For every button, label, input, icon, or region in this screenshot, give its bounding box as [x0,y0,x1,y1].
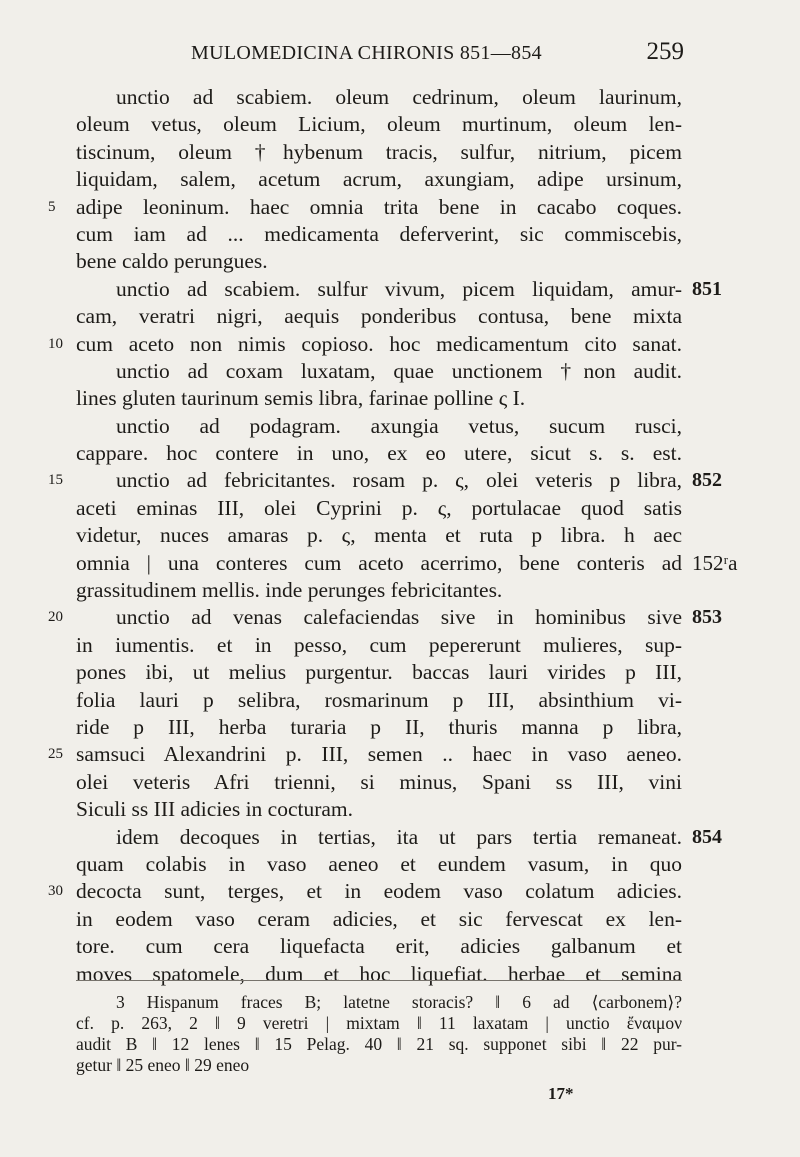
page-number: 259 [646,38,684,65]
line-text: omnia | una conteres cum aceto acerrimo, bene conteris ad [76,550,682,575]
line-number: 5 [48,198,56,215]
line-text: in eodem vaso ceram adicies, et sic fervescat ex len- [76,906,682,931]
text-line [0,769,800,796]
text-line [0,796,800,823]
line-text: unctio ad scabiem. sulfur vivum, picem liquidam, amur- [116,276,682,301]
line-text: unctio ad scabiem. oleum cedrinum, oleum laurinum, [116,85,682,109]
line-text: Siculi ss III adicies in cocturam. [76,797,354,822]
text-line [0,933,800,960]
section-number: 853 [692,606,722,629]
line-number: 20 [48,609,63,626]
text-line [0,714,800,741]
text-line [0,467,800,494]
text-line [0,741,800,768]
apparatus-criticus [0,992,800,1076]
page-header [76,38,684,68]
folio-reference: 152ʳa [692,550,738,575]
text-line [0,878,800,905]
line-number: 30 [48,883,63,900]
line-text: videtur, nuces amaras p. ς, menta et ruta p libra. h aec [76,523,682,548]
printer-signature: 17* [548,1084,574,1103]
line-text: moves spatomele, dum et hoc liquefiat. herbae et semina [76,961,682,986]
line-text: cum aceto non nimis copioso. hoc medicamentum cito sanat. [76,331,682,356]
line-text: cum iam ad ... medicamenta deferverint, sic commiscebis, [76,221,682,246]
text-line [0,413,800,440]
text-line [0,851,800,878]
text-line [0,358,800,385]
line-text: unctio ad febricitantes. rosam p. ς, olei veteris p libra, [116,468,682,493]
line-text: unctio ad coxam luxatam, quae unctionem †non audit. [116,358,682,383]
line-text: grassitudinem mellis. inde perunges febricitantes. [76,578,503,603]
footnote-line [0,1013,800,1034]
line-text: ride p III, herba turaria p II, thuris manna p libra, [76,714,682,739]
footnote-line [0,992,800,1013]
text-line [0,495,800,522]
text-line [0,194,800,221]
main-text [0,84,800,988]
footnote-text: 3 Hispanum fraces B; latetne storacis? ‖ 6 ad ⟨carbonem⟩? [116,992,682,1012]
text-line [0,824,800,851]
line-text: oleum vetus, oleum Licium, oleum murtinum, oleum len- [76,112,682,137]
text-line [0,961,800,988]
line-text: tiscinum, oleum †hybenum tracis, sulfur, nitrium, picem [76,139,682,164]
line-text: decocta sunt, terges, et in eodem vaso colatum adicies. [76,879,682,904]
text-line [0,687,800,714]
line-text: bene caldo perungues. [76,249,268,274]
text-line [0,276,800,303]
text-line [0,303,800,330]
line-text: folia lauri p selibra, rosmarinum p III, absinthium vi- [76,687,682,712]
section-number: 852 [692,469,722,492]
line-text: idem decoques in tertias, ita ut pars tertia remaneat. [116,824,682,849]
text-line [0,221,800,248]
section-number: 851 [692,277,722,300]
text-line [0,550,800,577]
text-line [0,331,800,358]
line-text: samsuci Alexandrini p. III, semen .. haec in vaso aeneo. [76,742,682,767]
text-line [0,604,800,631]
footnote-rule [76,980,682,981]
line-text: liquidam, salem, acetum acrum, axungiam, adipe ursinum, [76,167,682,192]
line-text: tore. cum cera liquefacta erit, adicies galbanum et [76,934,682,959]
running-title: MULOMEDICINA CHIRONIS 851—854 [191,42,542,64]
text-line [0,248,800,275]
line-text: unctio ad podagram. axungia vetus, sucum rusci, [116,413,682,438]
line-text: lines gluten taurinum semis libra, farinae polline ς I. [76,386,526,411]
text-line [0,577,800,604]
text-line [0,440,800,467]
line-text: quam colabis in vaso aeneo et eundem vasum, in quo [76,851,682,876]
line-text: unctio ad venas calefaciendas sive in hominibus sive [116,605,682,630]
line-text: cappare. hoc contere in uno, ex eo utere, sicut s. s. est. [76,441,682,466]
line-number: 15 [48,472,63,489]
text-line [0,632,800,659]
line-text: cam, veratri nigri, aequis ponderibus contusa, bene mixta [76,304,682,329]
line-text: in iumentis. et in pesso, cum pepererunt mulieres, sup- [76,632,682,657]
line-number: 10 [48,335,63,352]
section-number: 854 [692,825,722,848]
footnote-text: audit B ‖ 12 lenes ‖ 15 Pelag. 40 ‖ 21 sq. supponet sibi ‖ 22 pur- [76,1034,682,1054]
text-line [0,139,800,166]
footnote-text: cf. p. 263, 2 ‖ 9 veretri | mixtam ‖ 11 laxatam | unctio ἔναιμον [76,1013,682,1033]
line-text: adipe leoninum. haec omnia trita bene in cacabo coques. [76,194,682,219]
text-line [0,111,800,138]
text-line [0,166,800,193]
text-line [0,659,800,686]
line-text: aceti eminas III, olei Cyprini p. ς, portulacae quod satis [76,495,682,520]
text-line [0,906,800,933]
line-text: olei veteris Afri trienni, si minus, Spani ss III, vini [76,769,682,794]
footnote-line [0,1034,800,1055]
text-line [0,84,800,111]
line-text: pones ibi, ut melius purgentur. baccas lauri virides p III, [76,660,682,685]
footnote-line [0,1055,800,1076]
footnote-text: getur ‖ 25 eneo ‖ 29 eneo [76,1055,250,1075]
text-line [0,385,800,412]
line-number: 25 [48,746,63,763]
text-line [0,522,800,549]
